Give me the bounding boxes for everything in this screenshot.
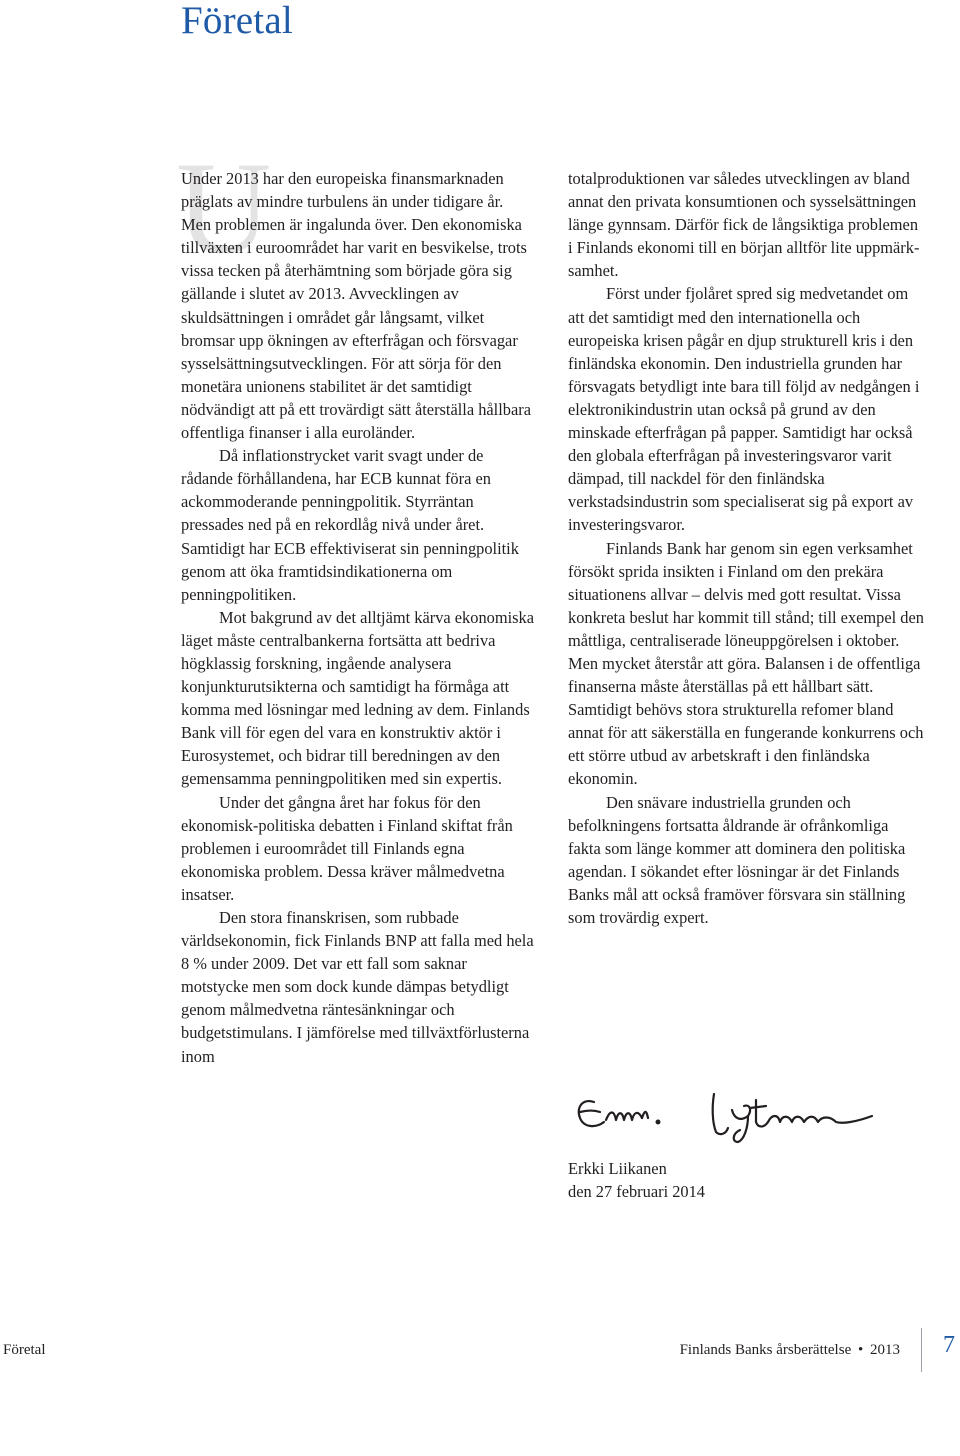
- handwritten-signature: [572, 1088, 916, 1144]
- drop-cap: U: [176, 134, 272, 281]
- paragraph: Finlands Bank har genom sin egen verksamhet försökt sprida insikten i Finland om den prekära situationens allvar – delvis med gott resultat. Vissa konkreta beslut har kommit till stånd; till exempel den måttliga, centraliserade löneuppgörelsen i oktober. Men mycket återstår att göra. Balansen i de offentliga finanserna måste återställas på ett hållbart sätt. Samtidigt behövs stora strukturella refomer bland annat för att säkerställa en fungerande konkurrens och ett större utbud av arbetskraft i den finländska ekonomin.: [568, 538, 924, 789]
- paragraph: Den snävare industriella grunden och befolkningens fortsatta åldrande är ofrånkomliga fakta som länge kommer att dominera den politiska agendan. I sökandet efter lösningar är det Finlands Banks mål att också framöver försvara sin ställning som trovärdig expert.: [568, 792, 906, 927]
- signatory-name: Erkki Liikanen: [568, 1159, 667, 1178]
- publication-title: Finlands Banks årsberättelse: [679, 1342, 852, 1358]
- page-title: Företal: [181, 0, 293, 42]
- paragraph: Den stora finanskrisen, som rubbade världsekonomin, fick Finlands BNP att falla med hela 8 % under 2009. Det var ett fall som saknar motstycke men som dock kunde dämpas betydligt genom målmedvetna räntesänkningar och budgetstimulans. I jämförelse med tillväxtförlusterna inom: [181, 908, 534, 1066]
- paragraph: Först under fjolåret spred sig medvetandet om att det samtidigt med den internationella och europeiska krisen pågår en djup strukturell kris i den finländska ekonomin. Den industriella grunden har försvagats betydligt inte bara till följd av nedgången i elektronikindustrin utan också på grund av den minskade efterfrågan på papper. Samtidigt har också den globala efterfrågan på investeringsvaror varit dämpad, till nackdel för den finländska verkstadsindustrin som specialiserat sig på export av investeringsvaror.: [568, 284, 920, 535]
- right-column: [568, 167, 924, 929]
- footer-section-label: Företal: [3, 1342, 46, 1358]
- paragraph: Under det gångna året har fokus för den ekonomisk-politiska debatten i Finland skiftat från problemen i euroområdet till Finlands egna ekonomiska problem. Dessa kräver målmedvetna insatser.: [181, 792, 513, 904]
- paragraph: Då inflationstrycket varit svagt under de rådande förhållandena, har ECB kunnat föra en ackommoderande penningpolitik. Styrräntan pressades ned på en rekordlåg nivå under året. Samtidigt har ECB effektiviserat sin penningpolitik genom att öka framtidsindikationerna om penningpolitiken.: [181, 446, 519, 604]
- left-column: [181, 167, 537, 1068]
- footer-publication: [680, 1342, 900, 1359]
- paragraph: Mot bakgrund av det alltjämt kärva ekonomiska läget måste centralbankerna fortsätta att bedriva högklassig forskning, ingående analysera konjunkturutsikterna och samtidigt ha förmåga att komma med lösningar med ledning av dem. Finlands Bank vill för egen del vara en konstruktiv aktör i Eurosystemet, och bidrar till beredningen av den gemensamma penningpolitiken med sin expertis.: [181, 607, 534, 789]
- bullet-separator: •: [857, 1342, 864, 1358]
- paragraph: Under 2013 har den europeiska finansmarknaden präglats av mindre turbulens än under tidigare år. Men problemen är ingalunda över. Den ekonomiska tillväxten i euroområdet har varit en besvikelse, trots vissa tecken på återhämtning som började göra sig gällande i slutet av 2013. Avvecklingen av skuldsättningen i området går långsamt, vilket bromsar upp ökningen av efterfrågan och försvagar sysselsättningsutvecklingen. För att sörja för den monetära unionens stabilitet är det samtidigt nödvändigt att på ett trovärdigt sätt återställa hållbara offentliga finanser i alla euroländer.: [181, 169, 531, 443]
- signature-date: den 27 februari 2014: [568, 1182, 705, 1201]
- page-number: 7: [943, 1332, 955, 1358]
- paragraph: totalproduktionen var således utvecklingen av bland annat den privata konsumtionen och sysselsättningen länge gynnsam. Därför fick de långsiktiga problemen i Finlands ekonomi till en början alltför lite uppmärksamhet.: [568, 169, 920, 281]
- publication-year: 2013: [870, 1342, 900, 1358]
- footer-divider: [921, 1328, 922, 1372]
